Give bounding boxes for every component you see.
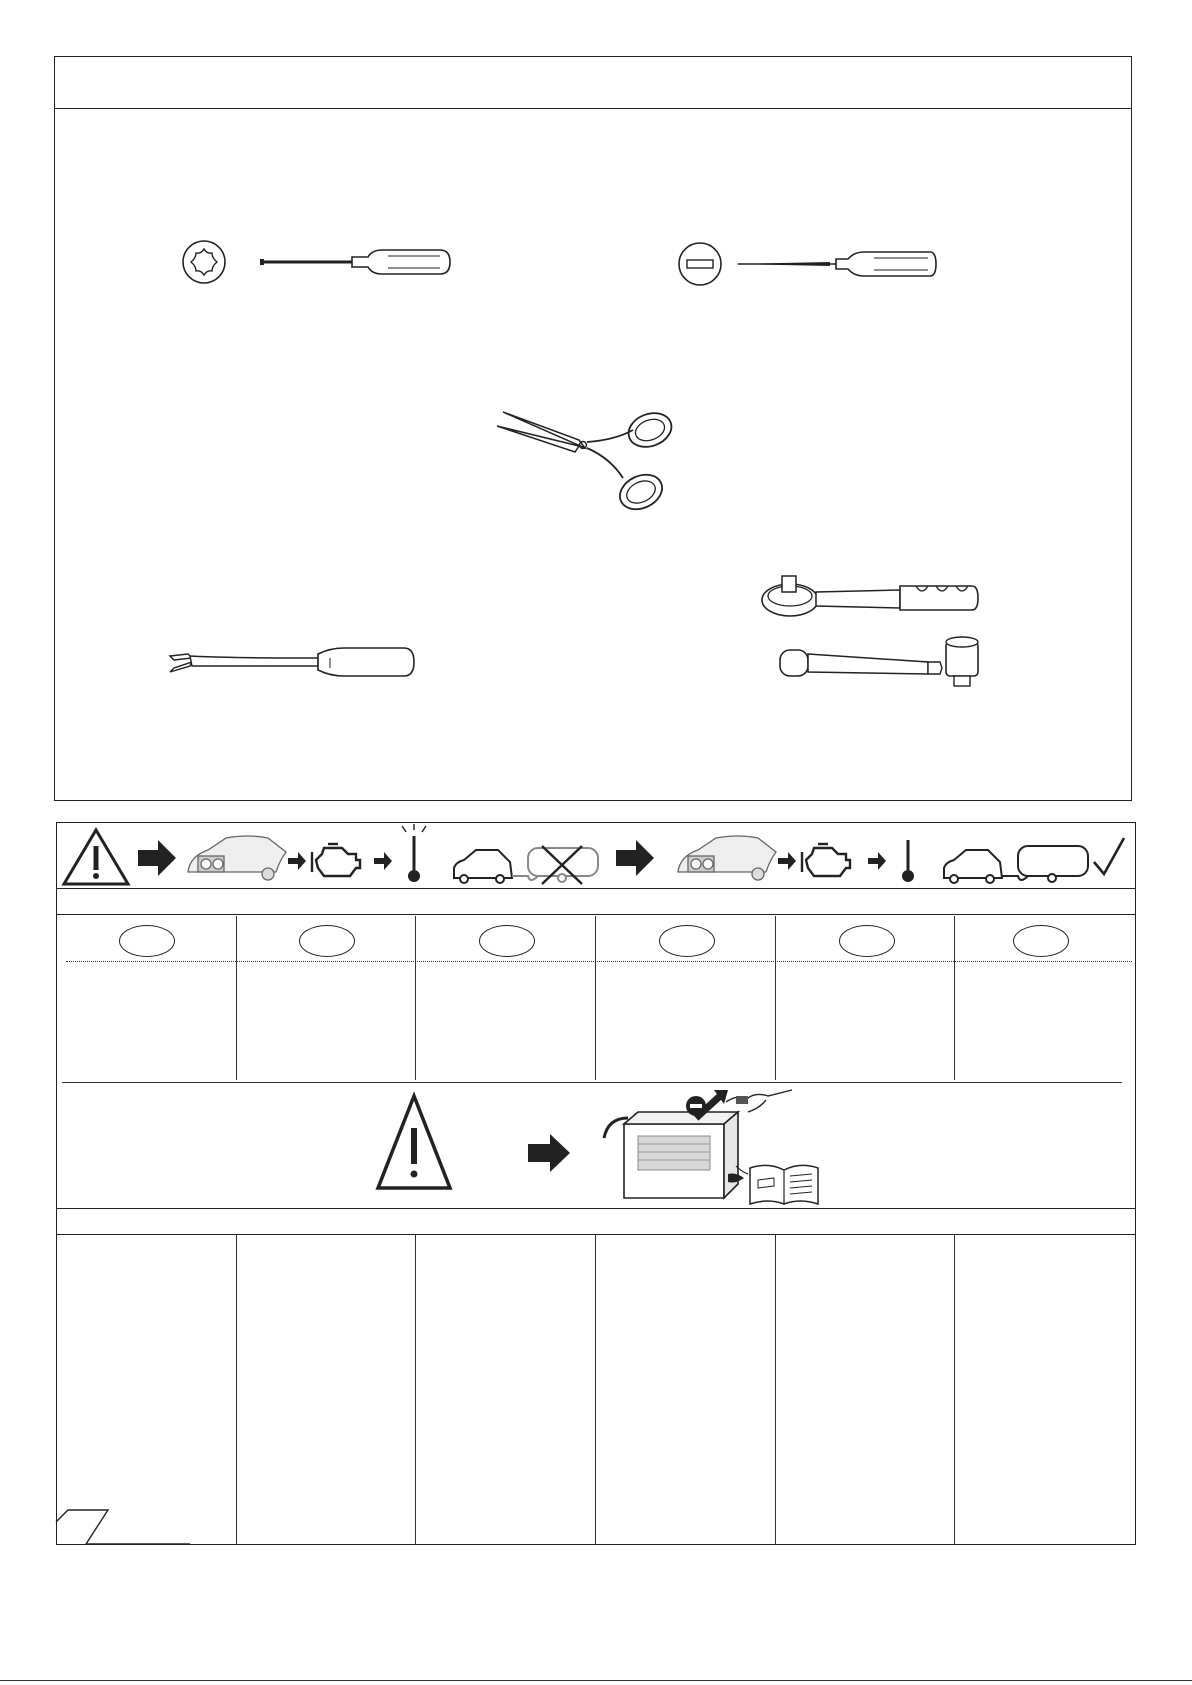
torque-wrench-icon <box>760 572 980 620</box>
engine-icon <box>312 844 360 876</box>
page-number-tab <box>54 1508 194 1546</box>
socket-extension-icon <box>778 636 986 692</box>
column-divider <box>954 916 955 1080</box>
language-columns-top <box>56 916 1136 1082</box>
column-divider <box>954 1235 955 1544</box>
column-divider <box>415 916 416 1080</box>
trim-removal-tool-icon <box>170 642 420 682</box>
thermometer-icon <box>902 840 914 882</box>
column-divider <box>595 916 596 1080</box>
column-divider <box>775 1235 776 1544</box>
column-divider <box>415 1235 416 1544</box>
language-oval-2 <box>299 925 355 957</box>
language-oval-3 <box>479 925 535 957</box>
towing-sequence-strip <box>62 826 1132 888</box>
arrow-icon <box>138 840 176 876</box>
flat-screwdriver-icon <box>678 240 948 286</box>
check-mark-icon <box>1094 838 1124 874</box>
car-trailer-icon <box>944 846 1088 883</box>
section-divider <box>62 1082 1122 1083</box>
tools-header-bar <box>54 56 1132 109</box>
car-front-icon <box>678 836 776 880</box>
language-oval-6 <box>1013 925 1069 957</box>
language-oval-4 <box>659 925 715 957</box>
section-bar-top <box>56 888 1136 915</box>
scissors-icon <box>495 400 685 515</box>
warning-triangle-icon <box>64 830 128 884</box>
language-oval-1 <box>119 925 175 957</box>
arrow-icon <box>528 1134 570 1172</box>
column-divider <box>595 1235 596 1544</box>
battery-disconnect-icon <box>598 1088 820 1204</box>
column-divider <box>236 916 237 1080</box>
column-divider <box>236 1235 237 1544</box>
column-divider <box>775 916 776 1080</box>
section-bar-bottom <box>56 1208 1136 1235</box>
engine-icon <box>802 844 850 876</box>
dotted-divider <box>66 961 1132 962</box>
torx-screwdriver-icon <box>182 240 452 286</box>
car-front-icon <box>188 836 286 880</box>
footer-rule <box>0 1680 1192 1681</box>
car-trailer-crossed-icon <box>454 846 598 884</box>
language-columns-bottom <box>56 1235 1136 1544</box>
thermometer-warning-icon <box>402 824 426 882</box>
language-oval-5 <box>839 925 895 957</box>
warning-triangle-icon <box>376 1092 452 1190</box>
